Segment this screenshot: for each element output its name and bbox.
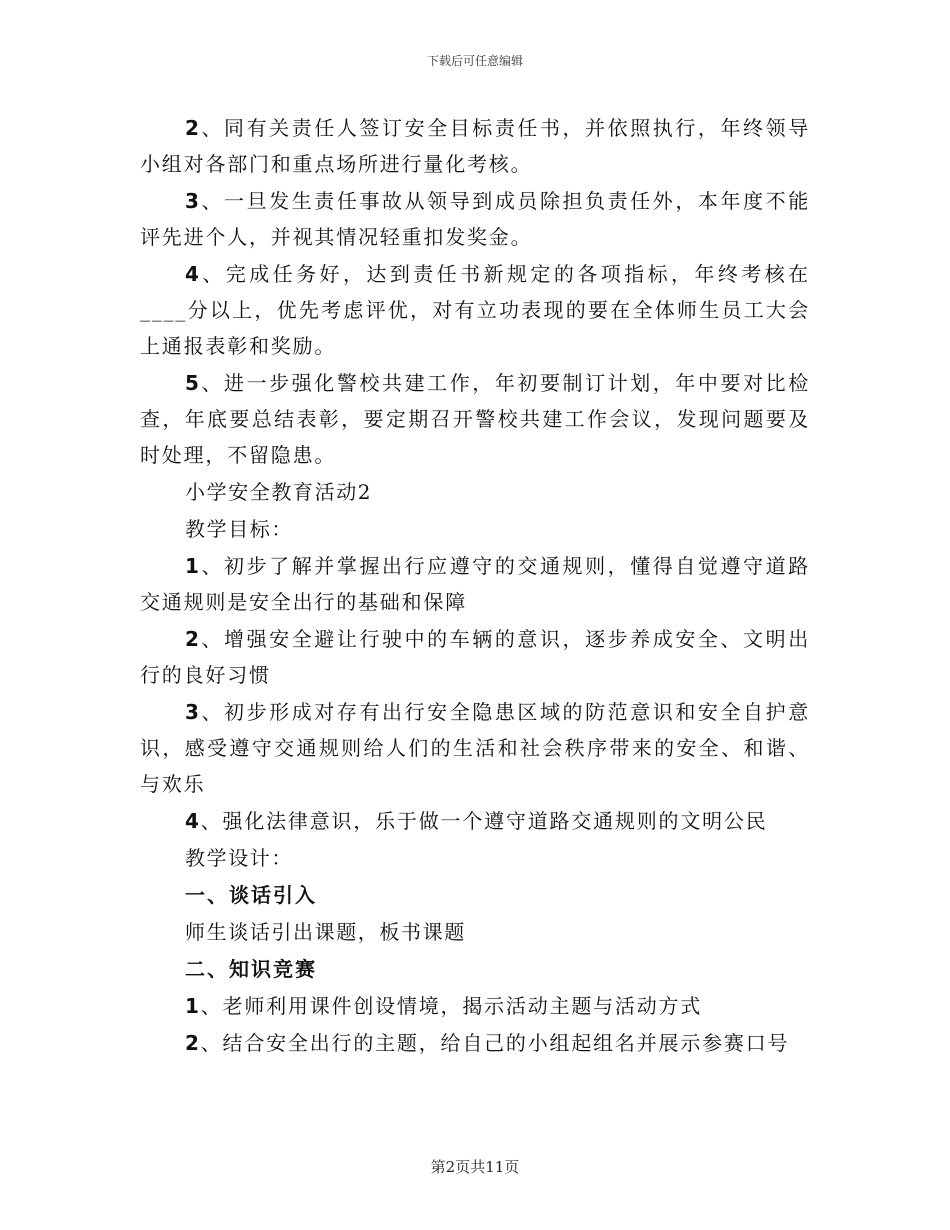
goal-item-1: 1、初步了解并掌握出行应遵守的交通规则，懂得自觉遵守道路交通规则是安全出行的基础和保障	[140, 554, 810, 614]
paragraph-responsibility-2: 2、同有关责任人签订安全目标责任书，并依照执行，年终领导小组对各部门和重点场所进行量化考核。	[140, 116, 810, 176]
heading-teaching-design: 教学设计：	[185, 846, 293, 870]
heading-section-2: 二、知识竞赛	[185, 957, 317, 981]
section-title: 小学安全教育活动2	[185, 480, 373, 504]
goal-item-3: 3、初步形成对存有出行安全隐患区域的防范意识和安全自护意识，感受遵守交通规则给人们的生活和社会秩序带来的安全、和谐、与欢乐	[140, 700, 810, 796]
document-body	[140, 110, 810, 1061]
contest-item-2: 2、结合安全出行的主题，给自己的小组起组名并展示参赛口号	[185, 1031, 790, 1055]
paragraph-responsibility-3: 3、一旦发生责任事故从领导到成员除担负责任外，本年度不能评先进个人，并视其情况轻重扣发奖金。	[140, 189, 810, 249]
goal-item-4: 4、强化法律意识，乐于做一个遵守道路交通规则的文明公民	[185, 809, 768, 833]
page-header: 下载后可任意编辑	[426, 54, 523, 68]
heading-teaching-goals: 教学目标：	[185, 517, 293, 541]
page-footer: 第2页共11页	[430, 1158, 520, 1176]
contest-item-1: 1、老师利用课件创设情境，揭示活动主题与活动方式	[185, 994, 703, 1018]
heading-section-1: 一、谈话引入	[185, 883, 317, 907]
section-1-text: 师生谈话引出课题，板书课题	[185, 920, 466, 944]
goal-item-2: 2、增强安全避让行驶中的车辆的意识，逐步养成安全、文明出行的良好习惯	[140, 627, 810, 687]
paragraph-responsibility-4: 4、完成任务好，达到责任书新规定的各项指标，年终考核在____分以上，优先考虑评优，对有立功表现的要在全体师生员工大会上通报表彰和奖励。	[140, 262, 810, 358]
paragraph-responsibility-5: 5、进一步强化警校共建工作，年初要制订计划，年中要对比检查，年底要总结表彰，要定期召开警校共建工作会议，发现问题要及时处理，不留隐患。	[140, 371, 810, 467]
